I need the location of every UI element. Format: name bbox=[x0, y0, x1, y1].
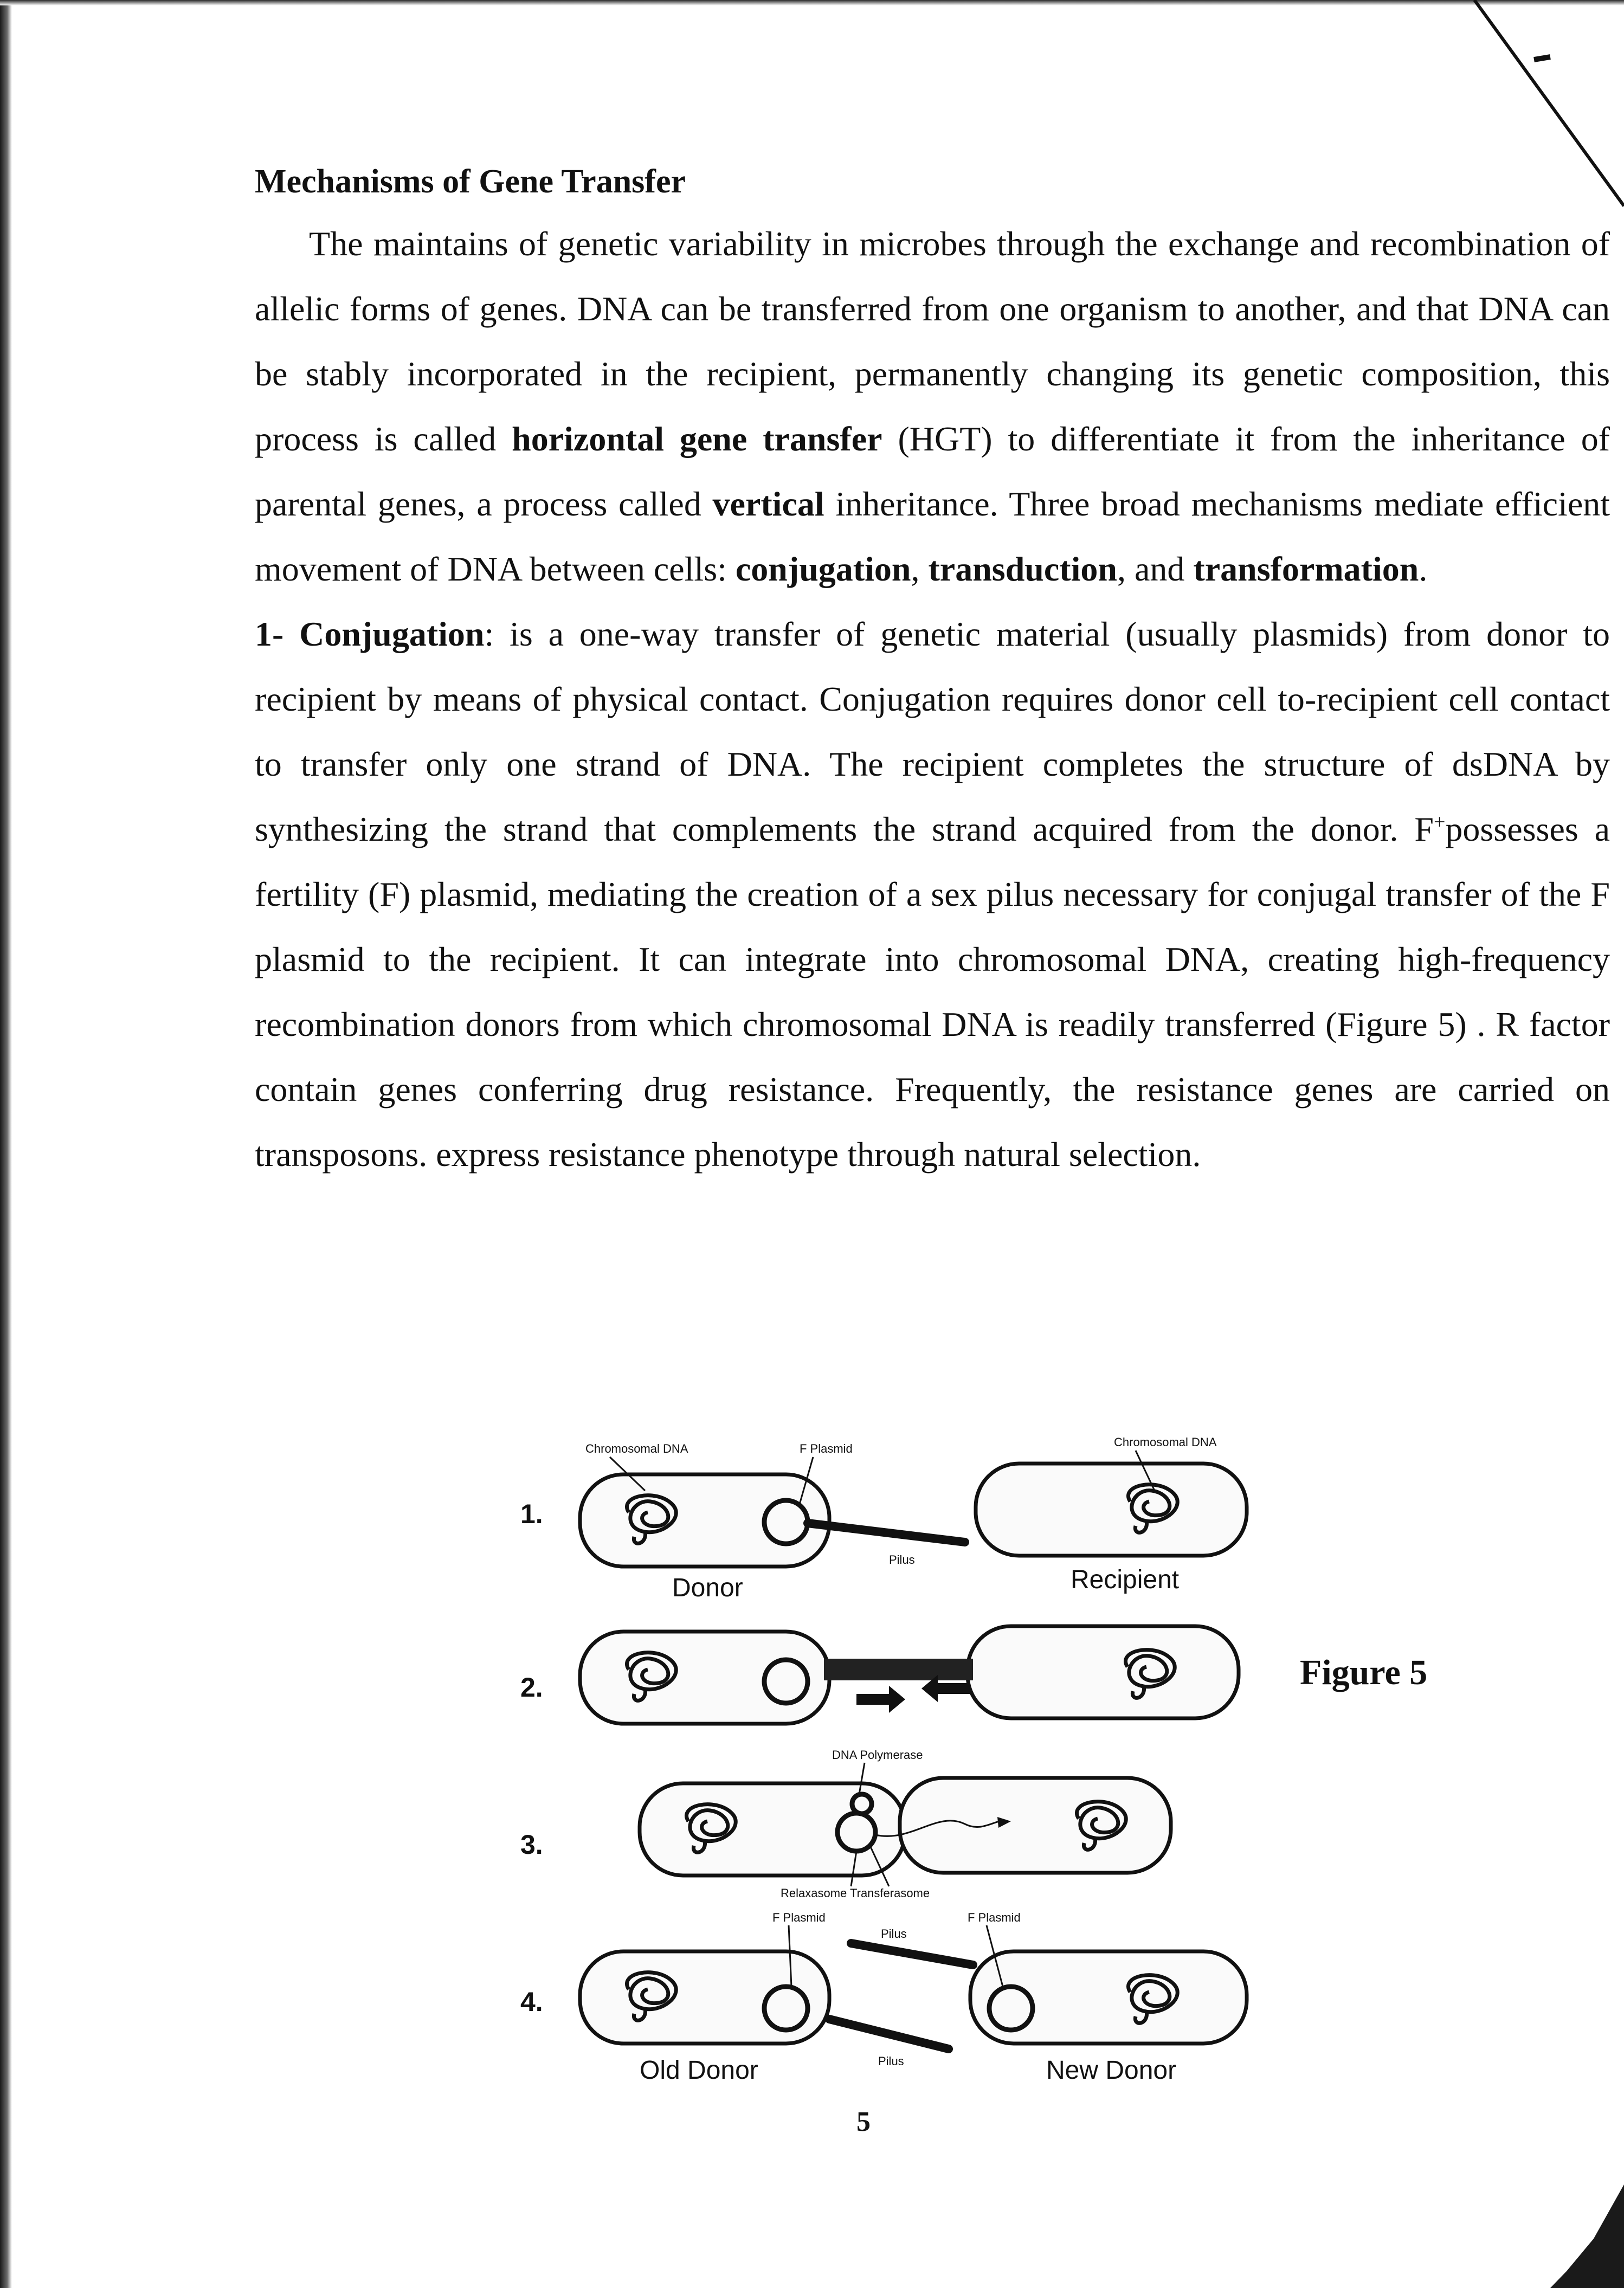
label-pilus-4-bottom: Pilus bbox=[878, 2054, 904, 2068]
label-chromosomal-dna-left: Chromosomal DNA bbox=[585, 1442, 688, 1455]
step-1-number: 1. bbox=[520, 1499, 543, 1529]
label-f-plasmid-top: F Plasmid bbox=[800, 1442, 853, 1455]
term-vertical: vertical bbox=[712, 485, 824, 523]
term-conjugation: conjugation bbox=[735, 550, 911, 588]
recipient-cell-2 bbox=[968, 1626, 1239, 1718]
label-dna-polymerase: DNA Polymerase bbox=[832, 1748, 923, 1762]
recipient-cell bbox=[976, 1464, 1247, 1556]
pilus-4-bottom bbox=[829, 2019, 949, 2049]
mating-cell-right bbox=[900, 1778, 1171, 1873]
conjugation-diagram bbox=[477, 1431, 1268, 2087]
intro-text-6: . bbox=[1419, 550, 1428, 588]
document-body bbox=[255, 157, 1610, 1187]
pilus-4-top bbox=[851, 1943, 973, 1965]
pilus-1 bbox=[808, 1523, 965, 1542]
step-4-number: 4. bbox=[520, 1987, 543, 2017]
label-f-plasmid-left: F Plasmid bbox=[772, 1911, 826, 1924]
intro-text-3: inheritance. Three broad mechanisms mediate efficient movement of DNA between cells: bbox=[255, 485, 1610, 588]
arrow-right bbox=[856, 1686, 905, 1713]
step-3-number: 3. bbox=[520, 1829, 543, 1860]
term-transformation: transformation bbox=[1193, 550, 1419, 588]
conjugation-paragraph bbox=[255, 602, 1610, 1187]
term-horizontal-gene-transfer: horizontal gene transfer bbox=[512, 420, 882, 458]
conjugation-term: 1- Conjugation bbox=[255, 615, 485, 653]
term-transduction: transduction bbox=[928, 550, 1117, 588]
label-old-donor: Old Donor bbox=[640, 2056, 758, 2085]
page-number: 5 bbox=[856, 2106, 871, 2137]
intro-paragraph bbox=[255, 211, 1610, 602]
label-chromosomal-dna-right: Chromosomal DNA bbox=[1114, 1435, 1217, 1449]
intro-text-4: , bbox=[911, 550, 929, 588]
donor-cell bbox=[580, 1474, 829, 1567]
conjugation-text-2: possesses a fertility (F) plasmid, mediating the creation of a sex pilus necessary for conjugal transfer of the F plasmid to the recipient. It can integrate into chromosomal DNA, creating high-frequency recombination donors from which chromosomal DNA is readily transferred (Figure 5) . R factor contain genes conferring drug resistance. Frequently, the resistance genes are carried on transposons. express resistance phenotype through natural selection. bbox=[255, 810, 1610, 1174]
pilus-bridge bbox=[824, 1659, 973, 1680]
scan-edge-top bbox=[0, 0, 1624, 5]
label-new-donor: New Donor bbox=[1046, 2056, 1177, 2085]
figure-caption: Figure 5 bbox=[1300, 1653, 1428, 1692]
label-pilus-4-top: Pilus bbox=[881, 1927, 907, 1941]
label-donor: Donor bbox=[672, 1574, 743, 1602]
corner-damage-mark bbox=[1529, 2174, 1624, 2288]
label-relaxasome-transferasome: Relaxasome Transferasome bbox=[781, 1886, 930, 1900]
label-f-plasmid-right: F Plasmid bbox=[968, 1911, 1021, 1924]
intro-text-1: The maintains of genetic variability in microbes through the exchange and recombination of allelic forms of genes. DNA can be transferred from one organism to another, and that DNA can be stably incorporated in the recipient, permanently changing its genetic composition, this process is called bbox=[255, 224, 1610, 458]
section-heading: Mechanisms of Gene Transfer bbox=[255, 163, 686, 200]
f-plus-superscript: + bbox=[1433, 810, 1446, 834]
label-pilus-1: Pilus bbox=[889, 1553, 915, 1567]
label-recipient: Recipient bbox=[1071, 1565, 1180, 1594]
intro-text-5: , and bbox=[1117, 550, 1194, 588]
step-2-number: 2. bbox=[520, 1672, 543, 1703]
scan-edge-left bbox=[0, 0, 12, 2288]
conjugation-text-1: : is a one-way transfer of genetic material (usually plasmids) from donor to recipient by means of physical contact. Conjugation requires donor cell to-recipient cell contact to transfer only one strand of DNA. The recipient completes the structure of dsDNA by synthesizing the strand that complements the strand acquired from the donor. F bbox=[255, 615, 1610, 848]
intro-text-2: (HGT) to differentiate it from the inheritance of parental genes, a process called bbox=[255, 420, 1610, 523]
conjugation-figure bbox=[477, 1431, 1268, 2087]
donor-cell-2 bbox=[580, 1632, 829, 1724]
